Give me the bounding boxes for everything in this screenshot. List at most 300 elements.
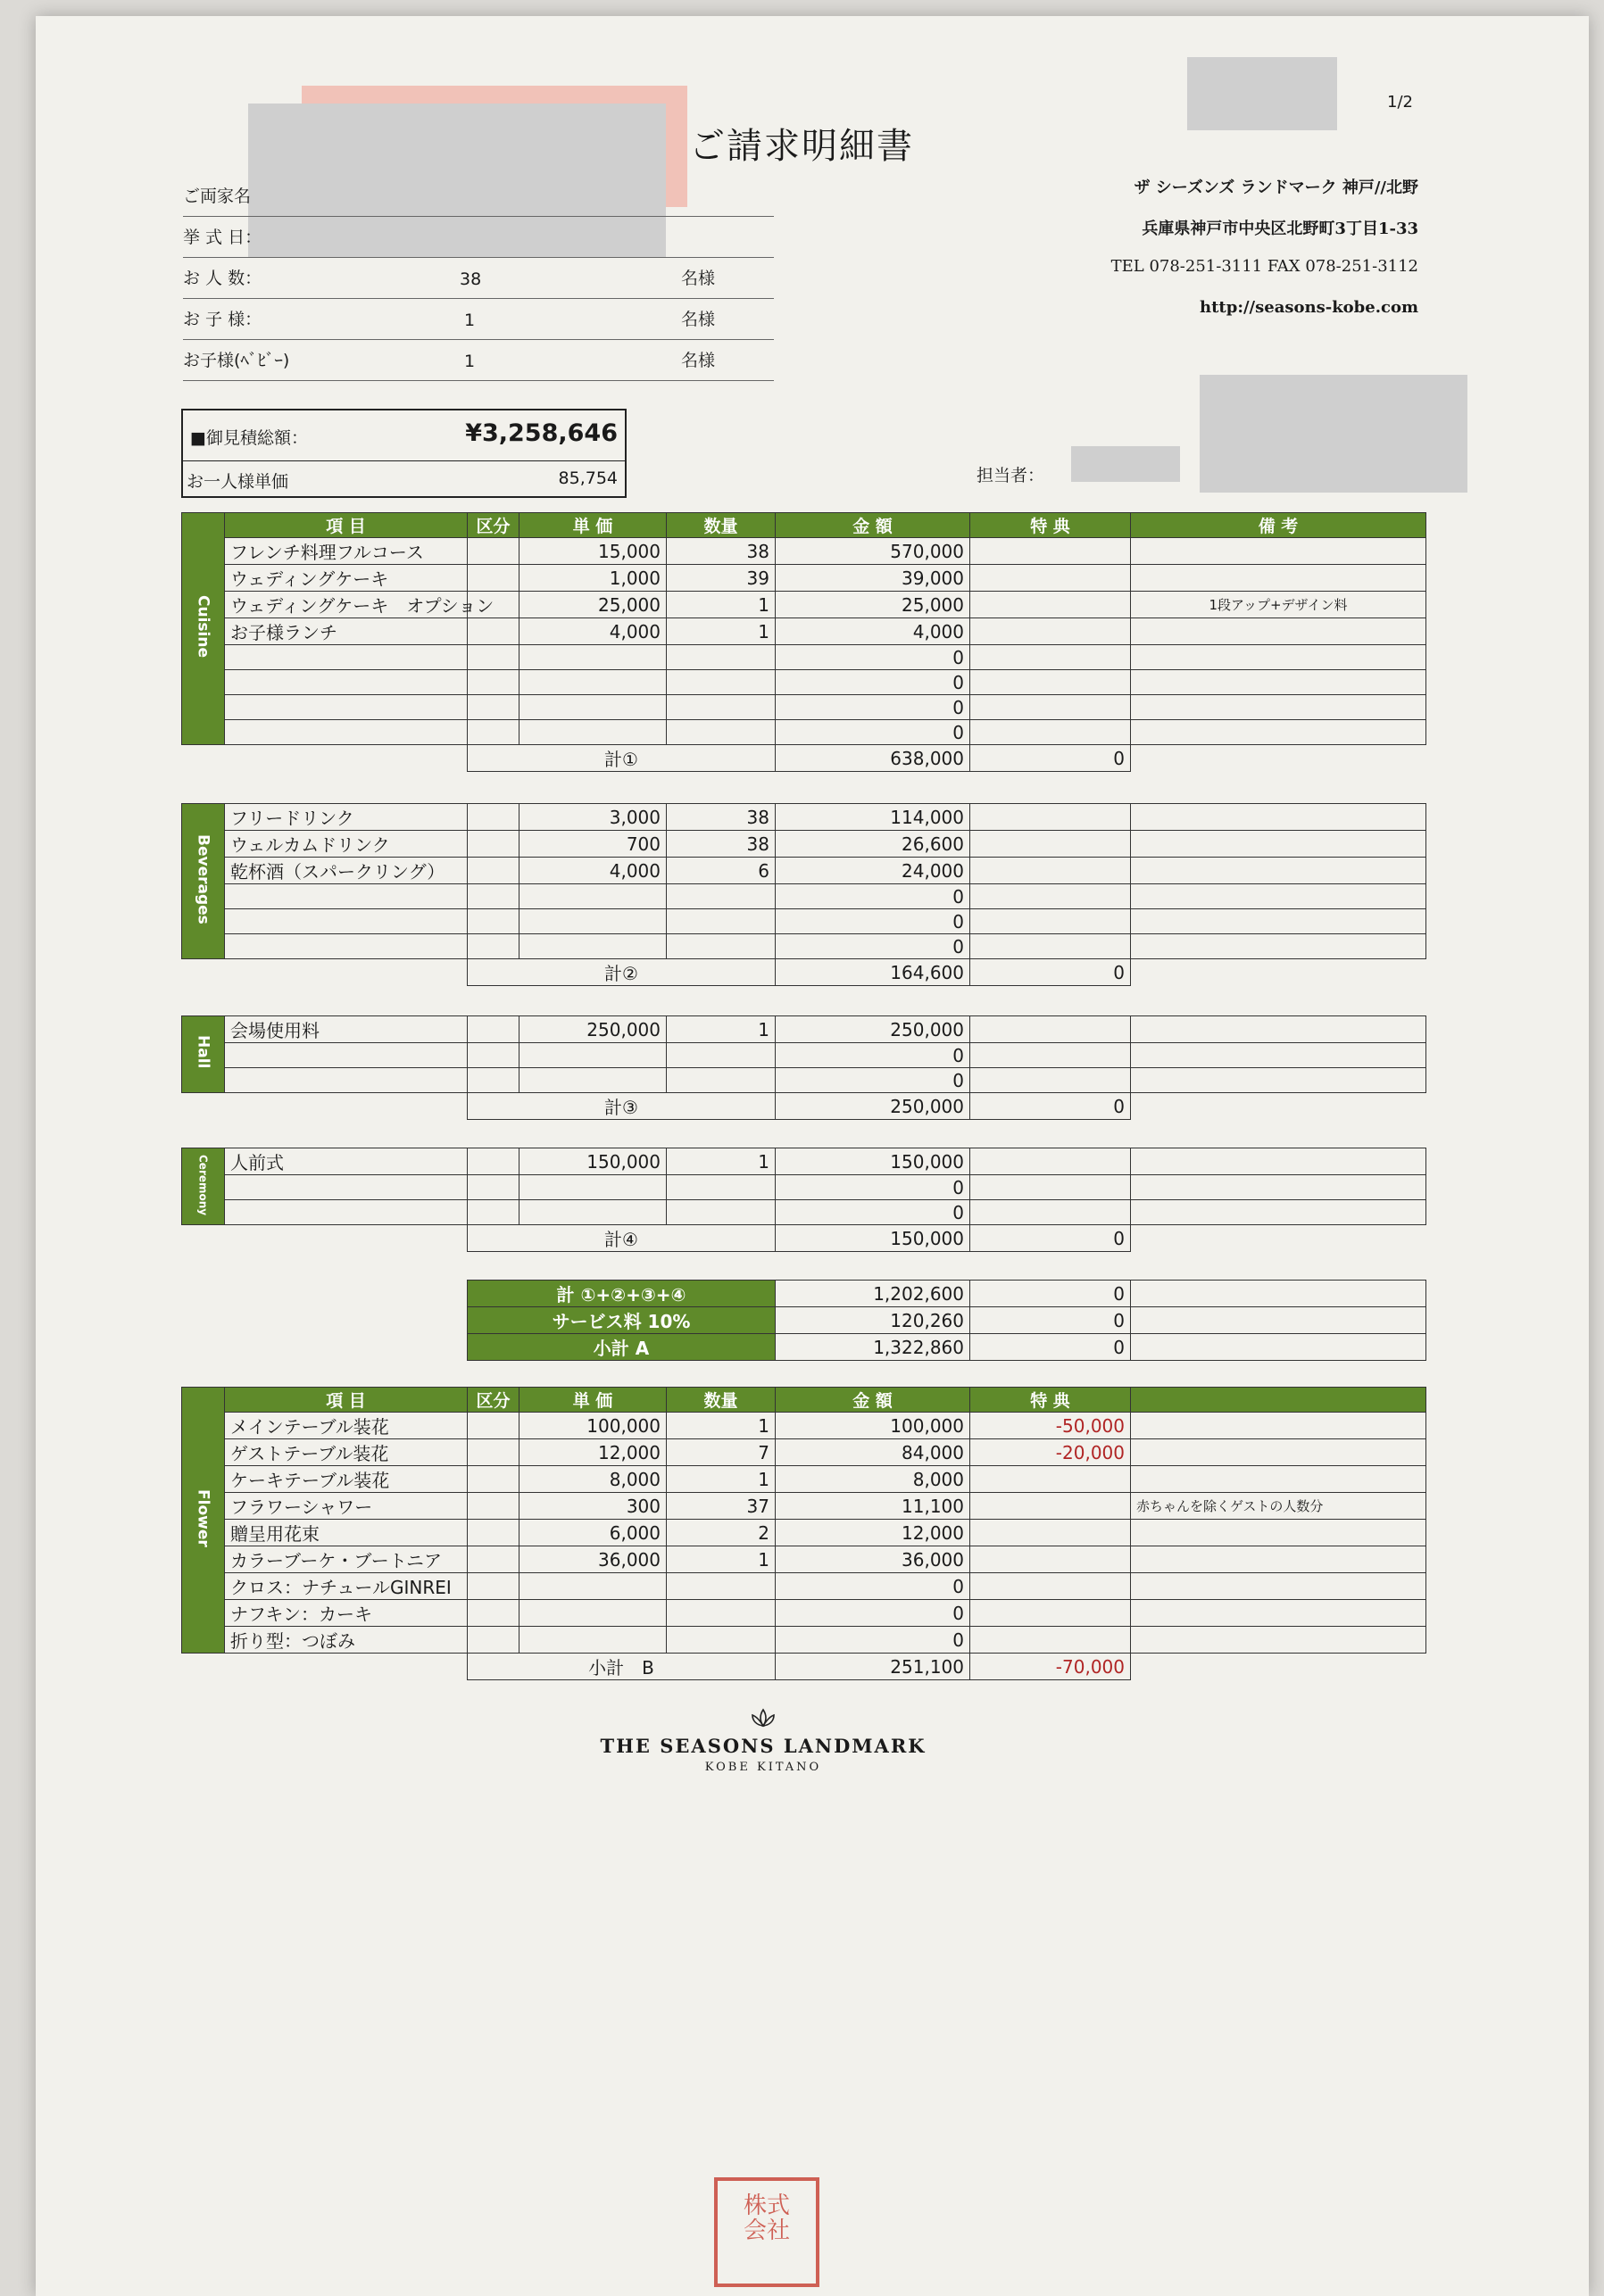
- amount-cell: 0: [776, 1043, 970, 1068]
- price-cell: 4,000: [519, 618, 667, 645]
- item-cell: [225, 909, 468, 934]
- benefit-cell: [970, 1493, 1131, 1520]
- header-unit-price: 単 価: [519, 1388, 667, 1413]
- company-seal-stamp: 株式 会社: [714, 2177, 819, 2287]
- item-cell: 乾杯酒（スパークリング）: [225, 858, 468, 884]
- amount-cell: 84,000: [776, 1439, 970, 1466]
- benefit-cell: [970, 1068, 1131, 1093]
- families-label: ご両家名: [183, 186, 252, 206]
- subtotal-row: [182, 1225, 1426, 1252]
- qty-cell: [667, 884, 776, 909]
- beverages-table: [181, 803, 1426, 986]
- header-category: 区分: [468, 1388, 519, 1413]
- category-cell: [468, 538, 519, 565]
- category-cell: [468, 618, 519, 645]
- table-row: [182, 1466, 1426, 1493]
- flower-label: Flower: [194, 1488, 212, 1547]
- price-cell: [519, 1600, 667, 1627]
- header-benefit: 特 典: [970, 513, 1131, 538]
- table-row: [182, 934, 1426, 959]
- category-cell: [468, 934, 519, 959]
- category-cell: [468, 1148, 519, 1175]
- ceremony-table: [181, 1148, 1426, 1252]
- table-header-row: [182, 513, 1426, 538]
- category-cell: [468, 1043, 519, 1068]
- remark-cell: [1131, 884, 1426, 909]
- table-row: [182, 1413, 1426, 1439]
- price-cell: [519, 720, 667, 745]
- benefit-cell: [970, 538, 1131, 565]
- cuisine-label: Cuisine: [194, 595, 212, 658]
- amount-cell: 8,000: [776, 1466, 970, 1493]
- price-cell: 4,000: [519, 858, 667, 884]
- amount-cell: 570,000: [776, 538, 970, 565]
- company-tel-fax: TEL 078-251-3111 FAX 078-251-3112: [1110, 257, 1418, 276]
- header-amount: 金 額: [776, 1388, 970, 1413]
- price-cell: 12,000: [519, 1439, 667, 1466]
- qty-cell: 1: [667, 1546, 776, 1573]
- amount-cell: 12,000: [776, 1520, 970, 1546]
- category-cell: [468, 695, 519, 720]
- qty-cell: 1: [667, 1016, 776, 1043]
- table-row: [182, 1627, 1426, 1654]
- category-cell: [468, 670, 519, 695]
- subtotal-row: [182, 959, 1426, 986]
- table-row: [182, 884, 1426, 909]
- subtotal-row: [182, 745, 1426, 772]
- benefit-cell: [970, 645, 1131, 670]
- amount-cell: 0: [776, 884, 970, 909]
- total-benefit: 0: [970, 1281, 1131, 1307]
- item-cell: [225, 670, 468, 695]
- price-cell: [519, 1068, 667, 1093]
- qty-cell: 1: [667, 1148, 776, 1175]
- remark-cell: [1131, 1307, 1426, 1334]
- item-cell: メインテーブル装花: [225, 1413, 468, 1439]
- qty-cell: [667, 720, 776, 745]
- flower-icon: [742, 1706, 785, 1731]
- item-cell: カラーブーケ・ブートニア: [225, 1546, 468, 1573]
- price-cell: 150,000: [519, 1148, 667, 1175]
- category-cell: [468, 1520, 519, 1546]
- remark-cell: [1131, 1546, 1426, 1573]
- guests-row: [183, 257, 774, 299]
- subtotal-amount: 164,600: [776, 959, 970, 986]
- company-address: 兵庫県神戸市中央区北野町3丁目1-33: [1142, 220, 1418, 238]
- company-url: http://seasons-kobe.com: [1200, 298, 1418, 317]
- price-cell: [519, 1200, 667, 1225]
- ceremony-label: Ceremony: [196, 1154, 210, 1216]
- page-number: 1/2: [1387, 93, 1413, 112]
- remark-cell: [1131, 1520, 1426, 1546]
- estimate-total-value: ¥3,258,646: [465, 419, 618, 447]
- category-cell: [468, 1175, 519, 1200]
- table-row: [182, 1520, 1426, 1546]
- benefit-cell: [970, 1520, 1131, 1546]
- remark-cell: [1131, 720, 1426, 745]
- remark-cell: [1131, 1413, 1426, 1439]
- qty-cell: [667, 1573, 776, 1600]
- category-cell: [468, 1627, 519, 1654]
- price-cell: 36,000: [519, 1546, 667, 1573]
- beverages-label: Beverages: [194, 833, 212, 924]
- remark-cell: [1131, 1175, 1426, 1200]
- unit-label: 名様: [681, 269, 716, 288]
- staff-label: 担当者：: [977, 466, 1045, 485]
- amount-cell: 26,600: [776, 831, 970, 858]
- remark-cell: [1131, 1281, 1426, 1307]
- category-cell: [468, 1493, 519, 1520]
- header-benefit: 特 典: [970, 1388, 1131, 1413]
- header-remarks: 備 考: [1131, 513, 1426, 538]
- item-cell: 人前式: [225, 1148, 468, 1175]
- guests-label: お 人 数：: [183, 269, 262, 288]
- table-row: [182, 1439, 1426, 1466]
- service-fee-benefit: 0: [970, 1307, 1131, 1334]
- price-cell: 250,000: [519, 1016, 667, 1043]
- subtotal-benefit: 0: [970, 959, 1131, 986]
- category-cell: [468, 1068, 519, 1093]
- beverages-side-label: [182, 804, 225, 959]
- category-cell: [468, 831, 519, 858]
- subtotal-label: 計①: [468, 745, 776, 772]
- price-cell: 25,000: [519, 592, 667, 618]
- price-cell: 100,000: [519, 1413, 667, 1439]
- amount-cell: 0: [776, 1175, 970, 1200]
- remark-cell: [1131, 618, 1426, 645]
- remark-cell: [1131, 1016, 1426, 1043]
- table-row: [182, 1600, 1426, 1627]
- table-header-row: [182, 1388, 1426, 1413]
- date-row: [183, 216, 774, 258]
- subtotal-row: [182, 1093, 1426, 1120]
- item-cell: [225, 1175, 468, 1200]
- baby-label: お子様(ﾍﾞﾋﾞｰ): [183, 351, 290, 370]
- children-value: 1: [464, 311, 476, 330]
- benefit-cell: [970, 934, 1131, 959]
- benefit-cell: [970, 1573, 1131, 1600]
- category-cell: [468, 645, 519, 670]
- table-row: [182, 565, 1426, 592]
- amount-cell: 0: [776, 909, 970, 934]
- remark-cell: [1131, 1600, 1426, 1627]
- ceremony-side-label: [182, 1148, 225, 1225]
- header-remarks-empty: [1131, 1388, 1426, 1413]
- amount-cell: 25,000: [776, 592, 970, 618]
- qty-cell: [667, 1600, 776, 1627]
- amount-cell: 0: [776, 934, 970, 959]
- qty-cell: [667, 695, 776, 720]
- item-cell: フレンチ料理フルコース: [225, 538, 468, 565]
- subtotal-amount: 638,000: [776, 745, 970, 772]
- qty-cell: [667, 934, 776, 959]
- benefit-cell: [970, 565, 1131, 592]
- category-cell: [468, 909, 519, 934]
- unit-label: 名様: [681, 351, 716, 370]
- qty-cell: [667, 1068, 776, 1093]
- qty-cell: 38: [667, 538, 776, 565]
- table-row: [182, 804, 1426, 831]
- totals-table: [467, 1280, 1426, 1361]
- qty-cell: [667, 1200, 776, 1225]
- qty-cell: 1: [667, 592, 776, 618]
- baby-row: [183, 339, 774, 381]
- benefit-cell: [970, 1043, 1131, 1068]
- logo-subtitle: KOBE KITANO: [704, 1761, 822, 1774]
- subtotal-amount: 250,000: [776, 1093, 970, 1120]
- table-row: [182, 1200, 1426, 1225]
- amount-cell: 0: [776, 645, 970, 670]
- subtotal-label: 計④: [468, 1225, 776, 1252]
- item-cell: [225, 884, 468, 909]
- benefit-cell: [970, 695, 1131, 720]
- service-fee-amount: 120,260: [776, 1307, 970, 1334]
- cuisine-table: [181, 512, 1426, 772]
- item-cell: クロス：ナチュールGINREI: [225, 1573, 468, 1600]
- amount-cell: 36,000: [776, 1546, 970, 1573]
- hall-table: [181, 1015, 1426, 1120]
- table-row: [182, 831, 1426, 858]
- table-row: [182, 909, 1426, 934]
- benefit-cell: [970, 884, 1131, 909]
- amount-cell: 0: [776, 1627, 970, 1654]
- item-cell: [225, 934, 468, 959]
- item-cell: [225, 695, 468, 720]
- remark-cell: [1131, 934, 1426, 959]
- price-cell: [519, 1627, 667, 1654]
- qty-cell: 7: [667, 1439, 776, 1466]
- subtotal-a-label: 小計 A: [468, 1334, 776, 1361]
- benefit-cell: [970, 1627, 1131, 1654]
- table-row: [182, 618, 1426, 645]
- amount-cell: 114,000: [776, 804, 970, 831]
- logo-name: THE SEASONS LANDMARK: [600, 1735, 927, 1757]
- remark-cell: [1131, 645, 1426, 670]
- price-cell: 8,000: [519, 1466, 667, 1493]
- item-cell: [225, 720, 468, 745]
- item-cell: [225, 1200, 468, 1225]
- subtotal-benefit: 0: [970, 1093, 1131, 1120]
- estimate-total-label: ■御見積総額：: [190, 428, 308, 448]
- remark-cell: [1131, 1043, 1426, 1068]
- item-cell: 贈呈用花束: [225, 1520, 468, 1546]
- qty-cell: [667, 1627, 776, 1654]
- subtotal-benefit: 0: [970, 745, 1131, 772]
- item-cell: ナフキン：カーキ: [225, 1600, 468, 1627]
- category-cell: [468, 720, 519, 745]
- remark-cell: [1131, 1439, 1426, 1466]
- qty-cell: 37: [667, 1493, 776, 1520]
- benefit-cell: [970, 1546, 1131, 1573]
- guests-value: 38: [460, 269, 482, 289]
- families-row: [183, 175, 774, 217]
- remark-cell: [1131, 1573, 1426, 1600]
- subtotal-label: 小計 B: [468, 1654, 776, 1680]
- benefit-cell: [970, 592, 1131, 618]
- price-cell: [519, 909, 667, 934]
- benefit-cell: [970, 1148, 1131, 1175]
- totals-row: [468, 1334, 1426, 1361]
- estimate-box: [181, 409, 627, 498]
- header-quantity: 数量: [667, 513, 776, 538]
- qty-cell: 2: [667, 1520, 776, 1546]
- category-cell: [468, 1200, 519, 1225]
- children-label: お 子 様：: [183, 310, 262, 329]
- header-item: 項 目: [225, 1388, 468, 1413]
- benefit-cell: [970, 618, 1131, 645]
- subtotal-a-amount: 1,322,860: [776, 1334, 970, 1361]
- category-cell: [468, 858, 519, 884]
- baby-value: 1: [464, 352, 476, 371]
- price-cell: [519, 1043, 667, 1068]
- table-row: [182, 858, 1426, 884]
- category-cell: [468, 884, 519, 909]
- category-cell: [468, 1546, 519, 1573]
- subtotal-benefit: -70,000: [970, 1654, 1131, 1680]
- hall-label: Hall: [194, 1035, 212, 1069]
- document-title: ご請求明細書: [689, 126, 914, 167]
- category-cell: [468, 804, 519, 831]
- item-cell: ウェルカムドリンク: [225, 831, 468, 858]
- subtotal-amount: 150,000: [776, 1225, 970, 1252]
- header-unit-price: 単 価: [519, 513, 667, 538]
- amount-cell: 4,000: [776, 618, 970, 645]
- remark-cell: [1131, 858, 1426, 884]
- date-label: 挙 式 日：: [183, 228, 262, 247]
- remark-cell: [1131, 1148, 1426, 1175]
- amount-cell: 0: [776, 1200, 970, 1225]
- table-row: [182, 695, 1426, 720]
- qty-cell: 1: [667, 1413, 776, 1439]
- price-cell: [519, 1175, 667, 1200]
- benefit-cell: [970, 831, 1131, 858]
- totals-row: [468, 1281, 1426, 1307]
- subtotal-label: 計③: [468, 1093, 776, 1120]
- service-fee-label: サービス料 10%: [468, 1307, 776, 1334]
- flower-side-label: [182, 1388, 225, 1654]
- qty-cell: [667, 1043, 776, 1068]
- qty-cell: 1: [667, 1466, 776, 1493]
- item-cell: 会場使用料: [225, 1016, 468, 1043]
- category-cell: [468, 1600, 519, 1627]
- qty-cell: 6: [667, 858, 776, 884]
- table-row: [182, 1148, 1426, 1175]
- qty-cell: [667, 909, 776, 934]
- total-amount: 1,202,600: [776, 1281, 970, 1307]
- table-row: [182, 1573, 1426, 1600]
- remark-cell: [1131, 1068, 1426, 1093]
- item-cell: 折り型：つぼみ: [225, 1627, 468, 1654]
- item-cell: ウェディングケーキ: [225, 565, 468, 592]
- redacted-area: [1187, 57, 1337, 130]
- per-person-value: 85,754: [558, 468, 618, 488]
- children-row: [183, 298, 774, 340]
- amount-cell: 0: [776, 695, 970, 720]
- benefit-cell: [970, 1600, 1131, 1627]
- price-cell: 1,000: [519, 565, 667, 592]
- qty-cell: 39: [667, 565, 776, 592]
- company-logo: [589, 1706, 937, 1774]
- amount-cell: 250,000: [776, 1016, 970, 1043]
- price-cell: [519, 934, 667, 959]
- totals-row: [468, 1307, 1426, 1334]
- amount-cell: 100,000: [776, 1413, 970, 1439]
- table-row: [182, 538, 1426, 565]
- benefit-cell: -20,000: [970, 1439, 1131, 1466]
- remark-cell: [1131, 670, 1426, 695]
- benefit-cell: [970, 858, 1131, 884]
- price-cell: 300: [519, 1493, 667, 1520]
- remark-cell: [1131, 1627, 1426, 1654]
- qty-cell: 38: [667, 804, 776, 831]
- benefit-cell: [970, 909, 1131, 934]
- category-cell: [468, 1466, 519, 1493]
- item-cell: [225, 1043, 468, 1068]
- header-quantity: 数量: [667, 1388, 776, 1413]
- item-cell: ケーキテーブル装花: [225, 1466, 468, 1493]
- subtotal-amount: 251,100: [776, 1654, 970, 1680]
- amount-cell: 24,000: [776, 858, 970, 884]
- cuisine-side-label: [182, 513, 225, 745]
- table-row: [182, 1016, 1426, 1043]
- amount-cell: 11,100: [776, 1493, 970, 1520]
- category-cell: [468, 1573, 519, 1600]
- price-cell: 3,000: [519, 804, 667, 831]
- remark-cell: [1131, 831, 1426, 858]
- remark-cell: 赤ちゃんを除くゲストの人数分: [1131, 1493, 1426, 1520]
- table-row: [182, 1493, 1426, 1520]
- remark-cell: [1131, 1200, 1426, 1225]
- item-cell: お子様ランチ: [225, 618, 468, 645]
- benefit-cell: [970, 1175, 1131, 1200]
- header-item: 項 目: [225, 513, 468, 538]
- table-row: [182, 592, 1426, 618]
- benefit-cell: [970, 1200, 1131, 1225]
- total-label: 計 ①+②+③+④: [468, 1281, 776, 1307]
- price-cell: [519, 695, 667, 720]
- remark-cell: [1131, 1466, 1426, 1493]
- amount-cell: 39,000: [776, 565, 970, 592]
- table-row: [182, 645, 1426, 670]
- amount-cell: 150,000: [776, 1148, 970, 1175]
- table-row: [182, 1043, 1426, 1068]
- company-name: ザ シーズンズ ランドマーク 神戸//北野: [1134, 178, 1418, 197]
- price-cell: [519, 1573, 667, 1600]
- subtotal-benefit: 0: [970, 1225, 1131, 1252]
- benefit-cell: -50,000: [970, 1413, 1131, 1439]
- qty-cell: [667, 670, 776, 695]
- remark-cell: [1131, 695, 1426, 720]
- table-row: [182, 1175, 1426, 1200]
- header-category: 区分: [468, 513, 519, 538]
- qty-cell: [667, 645, 776, 670]
- amount-cell: 0: [776, 1068, 970, 1093]
- table-row: [182, 670, 1426, 695]
- amount-cell: 0: [776, 670, 970, 695]
- subtotal-row: [182, 1654, 1426, 1680]
- price-cell: 15,000: [519, 538, 667, 565]
- remark-cell: [1131, 909, 1426, 934]
- category-cell: [468, 565, 519, 592]
- amount-cell: 0: [776, 1573, 970, 1600]
- hall-side-label: [182, 1016, 225, 1093]
- remark-cell: [1131, 565, 1426, 592]
- unit-label: 名様: [681, 310, 716, 329]
- benefit-cell: [970, 720, 1131, 745]
- redacted-area: [1071, 446, 1180, 482]
- price-cell: 6,000: [519, 1520, 667, 1546]
- benefit-cell: [970, 1016, 1131, 1043]
